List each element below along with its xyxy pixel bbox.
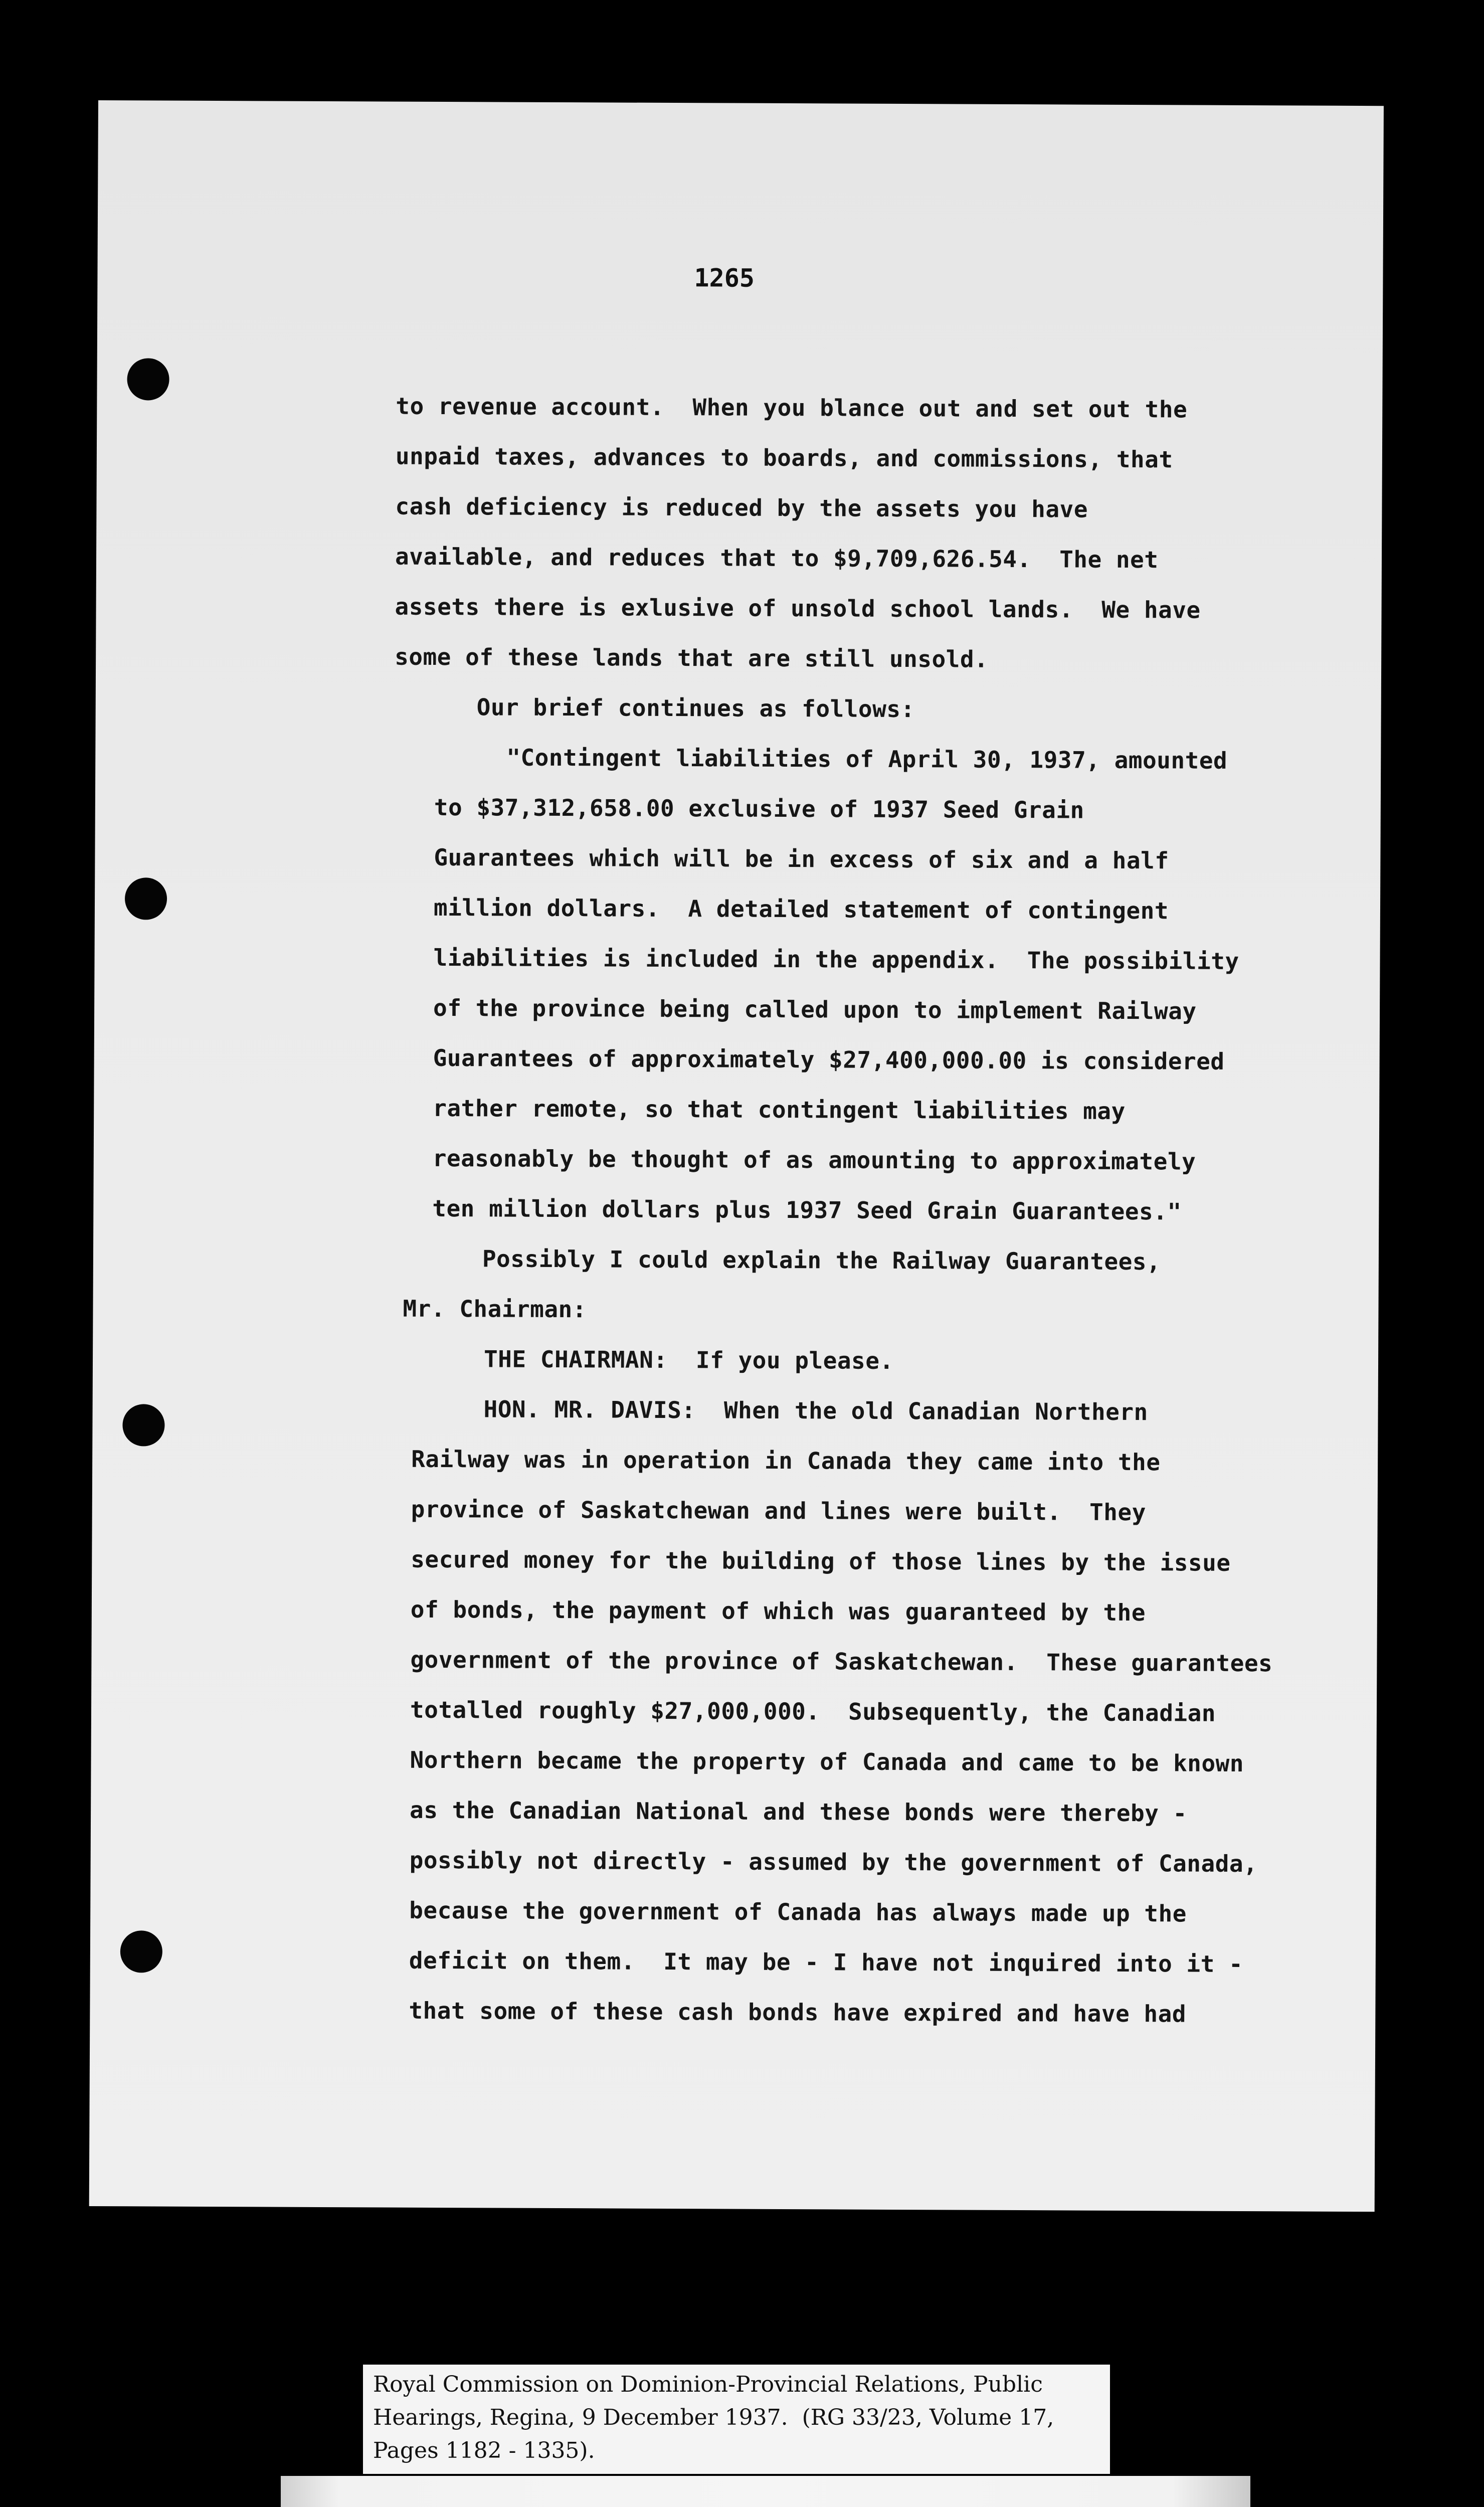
text-line: Mr. Chairman: xyxy=(403,1295,587,1323)
text-line: unpaid taxes, advances to boards, and commissions, that xyxy=(395,442,1173,473)
text-line: that some of these cash bonds have expired and have had xyxy=(409,1997,1187,2028)
text-line: cash deficiency is reduced by the assets you have xyxy=(395,492,1088,523)
archives-stamp xyxy=(281,2476,1250,2507)
punch-hole-2 xyxy=(125,877,167,920)
text-line: totalled roughly $27,000,000. Subsequently, the Canadian xyxy=(410,1696,1216,1727)
text-line: because the government of Canada has always made up the xyxy=(409,1896,1187,1927)
text-line: secured money for the building of those lines by the issue xyxy=(411,1545,1231,1576)
text-line: some of these lands that are still unsold. xyxy=(395,643,989,673)
caption-line: Hearings, Regina, 9 December 1937. (RG 33/23, Volume 17, xyxy=(373,2405,1054,2430)
text-line: liabilities is included in the appendix. The possibility xyxy=(433,944,1239,975)
text-line: assets there is exlusive of unsold school lands. We have xyxy=(395,593,1201,624)
text-line: THE CHAIRMAN: If you please. xyxy=(483,1345,894,1374)
text-line: ten million dollars plus 1937 Seed Grain Guarantees." xyxy=(432,1194,1182,1225)
text-line: possibly not directly - assumed by the government of Canada, xyxy=(409,1846,1258,1878)
text-line: government of the province of Saskatchewan. These guarantees xyxy=(410,1646,1273,1677)
text-line: rather remote, so that contingent liabilities may xyxy=(433,1094,1126,1125)
text-line: province of Saskatchewan and lines were built. They xyxy=(411,1495,1146,1526)
text-line: Guarantees which will be in excess of six and a half xyxy=(434,843,1169,874)
page-number: 1265 xyxy=(694,263,755,293)
text-line: of the province being called upon to implement Railway xyxy=(433,994,1197,1025)
text-line: Our brief continues as follows: xyxy=(476,693,915,723)
caption-line: Pages 1182 - 1335). xyxy=(373,2438,595,2463)
text-line: available, and reduces that to $9,709,626.54. The net xyxy=(395,543,1159,574)
text-line: as the Canadian National and these bonds were thereby - xyxy=(410,1796,1187,1827)
text-line: HON. MR. DAVIS: When the old Canadian Northern xyxy=(483,1395,1148,1426)
punch-hole-3 xyxy=(122,1404,164,1446)
text-line: Railway was in operation in Canada they came into the xyxy=(411,1445,1161,1476)
text-line: to $37,312,658.00 exclusive of 1937 Seed Grain xyxy=(434,793,1084,824)
text-line: Possibly I could explain the Railway Guarantees, xyxy=(482,1245,1161,1276)
text-line: deficit on them. It may be - I have not inquired into it - xyxy=(409,1946,1243,1978)
text-line: million dollars. A detailed statement of contingent xyxy=(433,893,1169,925)
archive-caption xyxy=(363,2365,1110,2474)
punch-hole-4 xyxy=(120,1930,162,1973)
text-line: "Contingent liabilities of April 30, 1937, amounted xyxy=(506,744,1228,774)
caption-line: Royal Commission on Dominion-Provincial Relations, Public xyxy=(373,2372,1043,2397)
text-line: Northern became the property of Canada and came to be known xyxy=(410,1746,1244,1777)
document-page xyxy=(89,100,1384,2212)
text-line: to revenue account. When you blance out and set out the xyxy=(396,392,1188,423)
text-line: of bonds, the payment of which was guaranteed by the xyxy=(410,1595,1146,1627)
text-line: Guarantees of approximately $27,400,000.00 is considered xyxy=(433,1044,1225,1075)
transcript-text xyxy=(98,100,1384,2028)
punch-hole-1 xyxy=(127,358,169,400)
text-line: reasonably be thought of as amounting to approximately xyxy=(432,1144,1196,1175)
